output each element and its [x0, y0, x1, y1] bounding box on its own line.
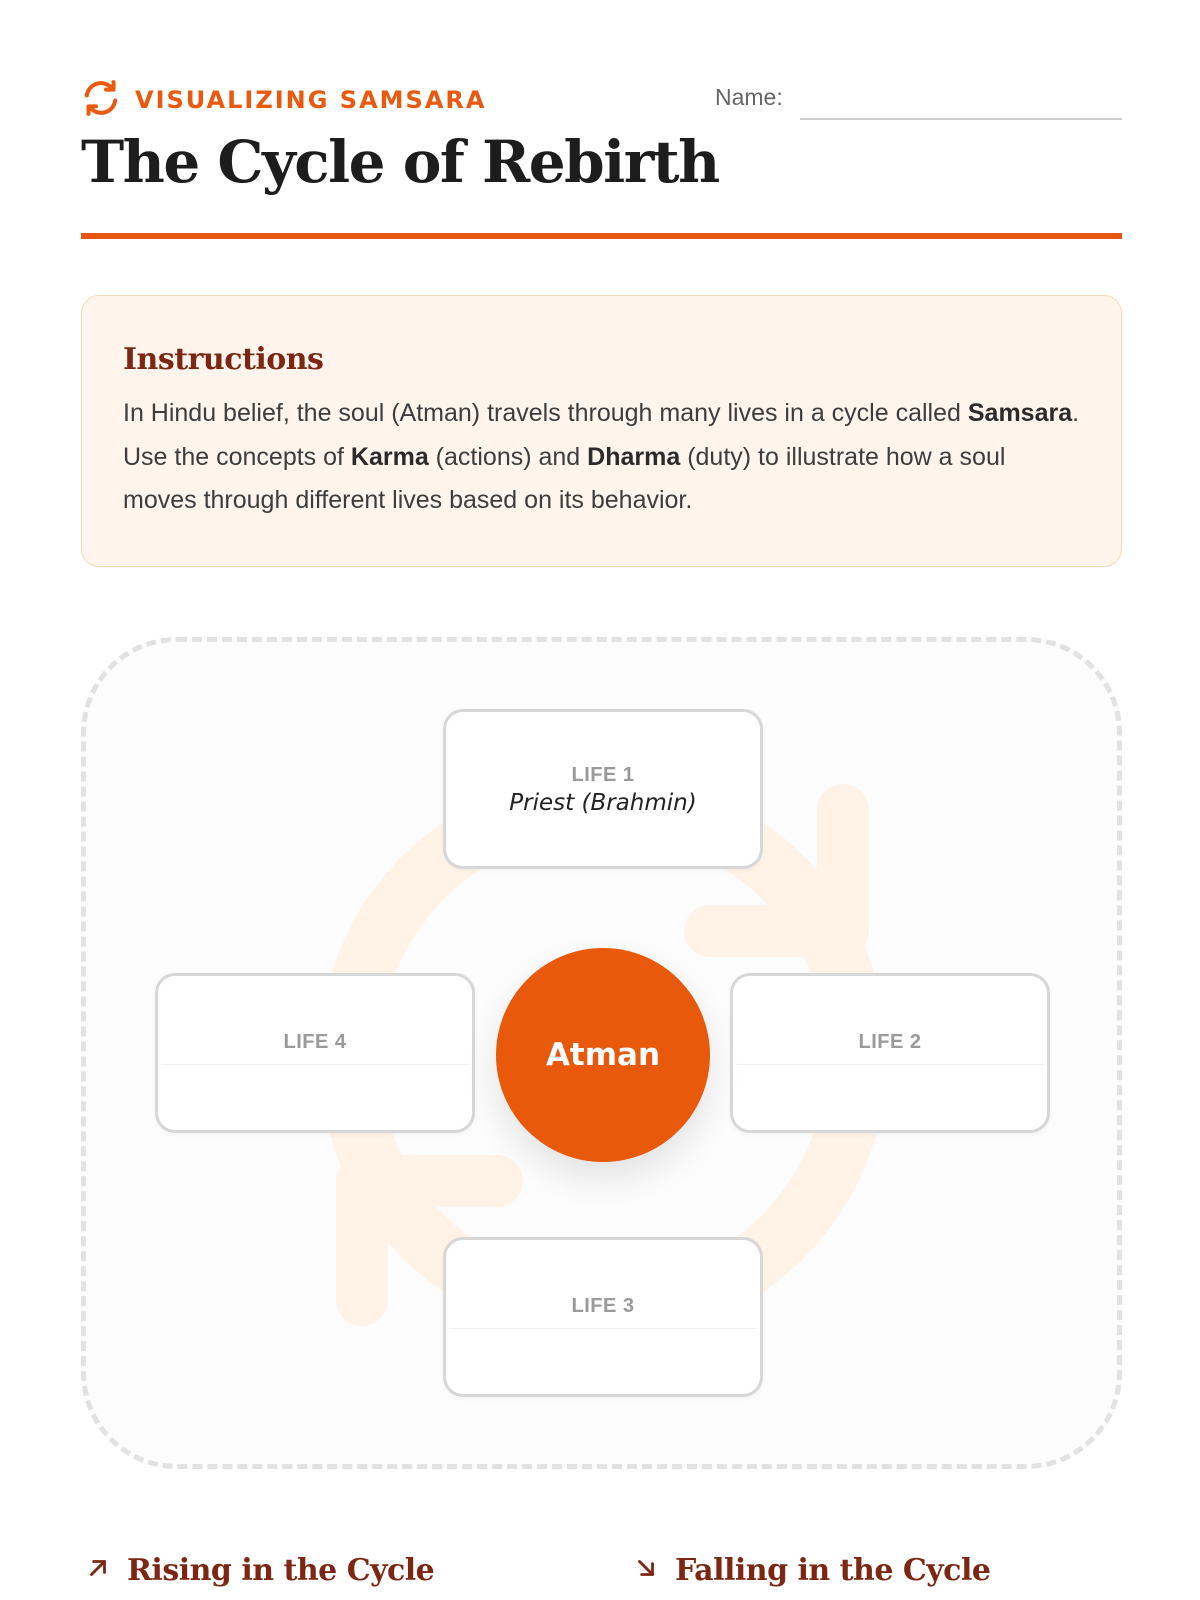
life-card-2[interactable] — [730, 973, 1050, 1133]
rising-section-title: Rising in the Cycle — [127, 1553, 435, 1588]
life-card-label: LIFE 1 — [571, 764, 635, 786]
eyebrow-text: VISUALIZING SAMSARA — [135, 86, 487, 114]
life-card-label: LIFE 2 — [858, 1031, 922, 1053]
instructions-text-4: (duty) to illustrate how a soul moves through different lives based on its behavior. — [123, 442, 1006, 514]
instructions-title: Instructions — [123, 342, 324, 377]
life-card-1[interactable] — [443, 709, 763, 869]
rising-section-heading — [85, 1553, 434, 1588]
arrow-down-right-icon — [633, 1555, 659, 1586]
life-card-divider — [449, 1328, 757, 1329]
life-card-3[interactable] — [443, 1237, 763, 1397]
life-card-value: Priest (Brahmin) — [509, 790, 697, 816]
life-card-4[interactable] — [155, 973, 475, 1133]
atman-center: Atman — [496, 948, 710, 1162]
life-card-label: LIFE 3 — [571, 1295, 635, 1317]
name-label: Name: — [715, 84, 783, 110]
term-samsara: Samsara — [967, 399, 1073, 427]
arrow-up-right-icon — [85, 1555, 111, 1586]
falling-section-heading — [633, 1553, 990, 1588]
instructions-text-3: (actions) and — [428, 442, 588, 471]
term-karma: Karma — [350, 442, 429, 471]
life-card-divider — [736, 1064, 1044, 1065]
life-card-divider — [161, 1064, 469, 1065]
page-title: The Cycle of Rebirth — [81, 128, 719, 196]
life-card-label: LIFE 4 — [283, 1031, 347, 1053]
falling-section-title: Falling in the Cycle — [675, 1553, 991, 1588]
instructions-text-1: In Hindu belief, the soul (Atman) travels through many lives in a cycle called — [123, 399, 968, 427]
instructions-text-2: . Use the concepts of — [123, 399, 1080, 471]
term-dharma: Dharma — [587, 442, 681, 471]
